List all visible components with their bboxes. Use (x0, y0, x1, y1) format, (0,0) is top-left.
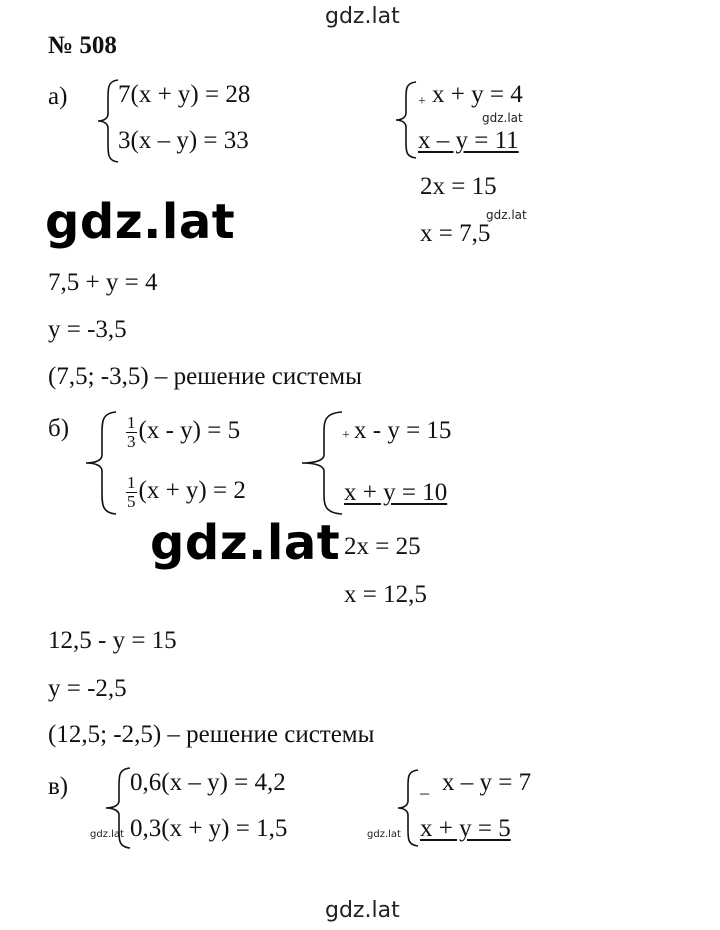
part-a-answer: (7,5; -3,5) – решение системы (48, 363, 362, 390)
system-brace (84, 410, 118, 516)
plus-sign: + (418, 94, 426, 109)
watermark-top: gdz.lat (325, 4, 400, 29)
watermark-small: gdz.lat (367, 829, 401, 840)
part-c-eq1: 0,6(x – y) = 4,2 (130, 769, 286, 796)
watermark-small: gdz.lat (482, 111, 523, 125)
part-a-eq2: 3(x – y) = 33 (118, 127, 249, 154)
part-a-added-eq1: x + y = 4 (432, 81, 523, 108)
part-a-added-eq2: x – y = 11 (418, 127, 519, 154)
addition-brace (394, 80, 418, 160)
watermark-small: gdz.lat (486, 208, 527, 222)
part-c-label: в) (48, 773, 69, 800)
part-c-added-eq2: x + y = 5 (420, 815, 511, 842)
watermark-large: gdz.lat (150, 515, 341, 571)
part-a-y-value: y = -3,5 (48, 316, 127, 343)
fraction-numerator: 1 (127, 413, 136, 432)
part-b-y-value: y = -2,5 (48, 675, 127, 702)
fraction-denominator: 3 (127, 432, 136, 451)
part-b-answer: (12,5; -2,5) – решение системы (48, 721, 375, 748)
part-a-label: а) (48, 83, 68, 110)
part-b-eq2 (126, 474, 246, 511)
part-c-added-eq1: x – y = 7 (442, 769, 532, 796)
system-brace (96, 78, 120, 164)
part-b-label: б) (48, 415, 70, 442)
part-b-eq1 (126, 414, 240, 451)
part-a-substitution: 7,5 + y = 4 (48, 269, 158, 296)
part-b-step-sum: 2x = 25 (344, 533, 421, 560)
part-b-eq2-rest: (x + y) = 2 (138, 477, 246, 505)
fraction-denominator: 5 (127, 492, 136, 511)
fraction-one-fifth (126, 474, 137, 511)
minus-sign: _ (420, 776, 429, 796)
system-brace (104, 766, 132, 850)
plus-sign: + (342, 428, 350, 443)
watermark-small: gdz.lat (90, 829, 124, 840)
part-b-added-eq1: x - y = 15 (354, 417, 452, 444)
problem-number: № 508 (48, 32, 117, 59)
watermark-bottom: gdz.lat (325, 898, 400, 923)
fraction-one-third (126, 414, 137, 451)
watermark-large: gdz.lat (45, 194, 236, 250)
addition-brace (300, 410, 344, 516)
part-a-eq1: 7(x + y) = 28 (118, 81, 251, 108)
part-a-step-sum: 2x = 15 (420, 173, 497, 200)
part-b-step-x: x = 12,5 (344, 581, 427, 608)
part-a-step-x: x = 7,5 (420, 220, 491, 247)
part-b-added-eq2: x + y = 10 (344, 479, 448, 506)
fraction-numerator: 1 (127, 473, 136, 492)
part-b-substitution: 12,5 - y = 15 (48, 627, 177, 654)
part-c-eq2: 0,3(x + y) = 1,5 (130, 815, 288, 842)
part-b-eq1-rest: (x - y) = 5 (138, 417, 241, 445)
addition-brace (396, 768, 420, 848)
